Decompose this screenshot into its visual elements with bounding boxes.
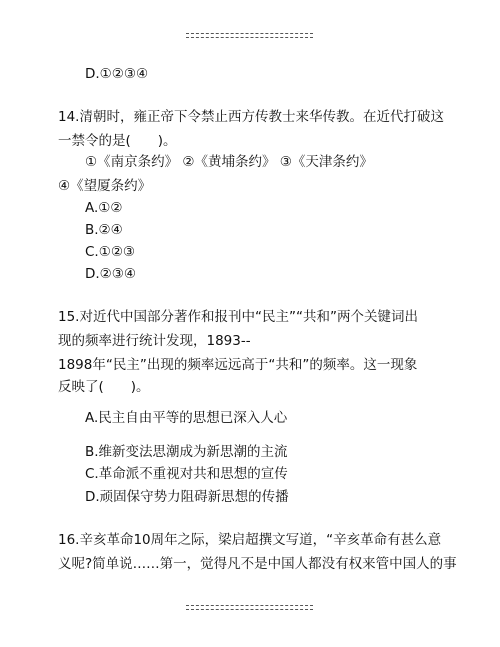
q14-items-line-2: ④《望厦条约》 xyxy=(58,178,152,194)
q14-option-a: A.①② xyxy=(85,200,123,216)
footer-rule-line-2 xyxy=(186,609,313,610)
q14-option-c: C.①②③ xyxy=(85,244,136,260)
q14-option-b: B.②④ xyxy=(85,222,123,238)
q14-stem-line-2: 一禁令的是( )。 xyxy=(58,133,177,149)
q15-option-a: A.民主自由平等的思想已深入人心 xyxy=(85,410,288,426)
q15-stem-line-2: 现的频率进行统计发现，1893-- xyxy=(58,333,251,349)
header-rule-line-1 xyxy=(186,33,313,34)
q16-stem-line-2: 义呢?简单说……第一，觉得凡不是中国人都没有权来管中国人的事 xyxy=(58,556,457,572)
q15-stem-line-3: 1898年“民主”出现的频率远远高于“共和”的频率。这一现象 xyxy=(58,357,418,373)
header-rule-line-2 xyxy=(186,37,313,38)
q15-stem-line-1: 15.对近代中国部分著作和报刊中“民主”“共和”两个关键词出 xyxy=(58,309,418,325)
q14-items-line-1: ①《南京条约》 ②《黄埔条约》 ③《天津条约》 xyxy=(85,154,373,170)
q16-stem-line-1: 16.辛亥革命10周年之际，梁启超撰文写道，“辛亥革命有甚么意 xyxy=(58,532,442,548)
q13-option-d: D.①②③④ xyxy=(85,66,149,82)
q15-option-d: D.顽固保守势力阻碍新思想的传播 xyxy=(85,489,289,505)
footer-rule-line-1 xyxy=(186,605,313,606)
q15-stem-line-4: 反映了( )。 xyxy=(58,379,150,395)
q14-stem-line-1: 14.清朝时，雍正帝下令禁止西方传教士来华传教。在近代打破这 xyxy=(58,109,444,125)
q15-option-c: C.革命派不重视对共和思想的宣传 xyxy=(85,466,288,482)
q14-option-d: D.②③④ xyxy=(85,266,136,282)
q15-option-b: B.维新变法思潮成为新思潮的主流 xyxy=(85,444,288,460)
